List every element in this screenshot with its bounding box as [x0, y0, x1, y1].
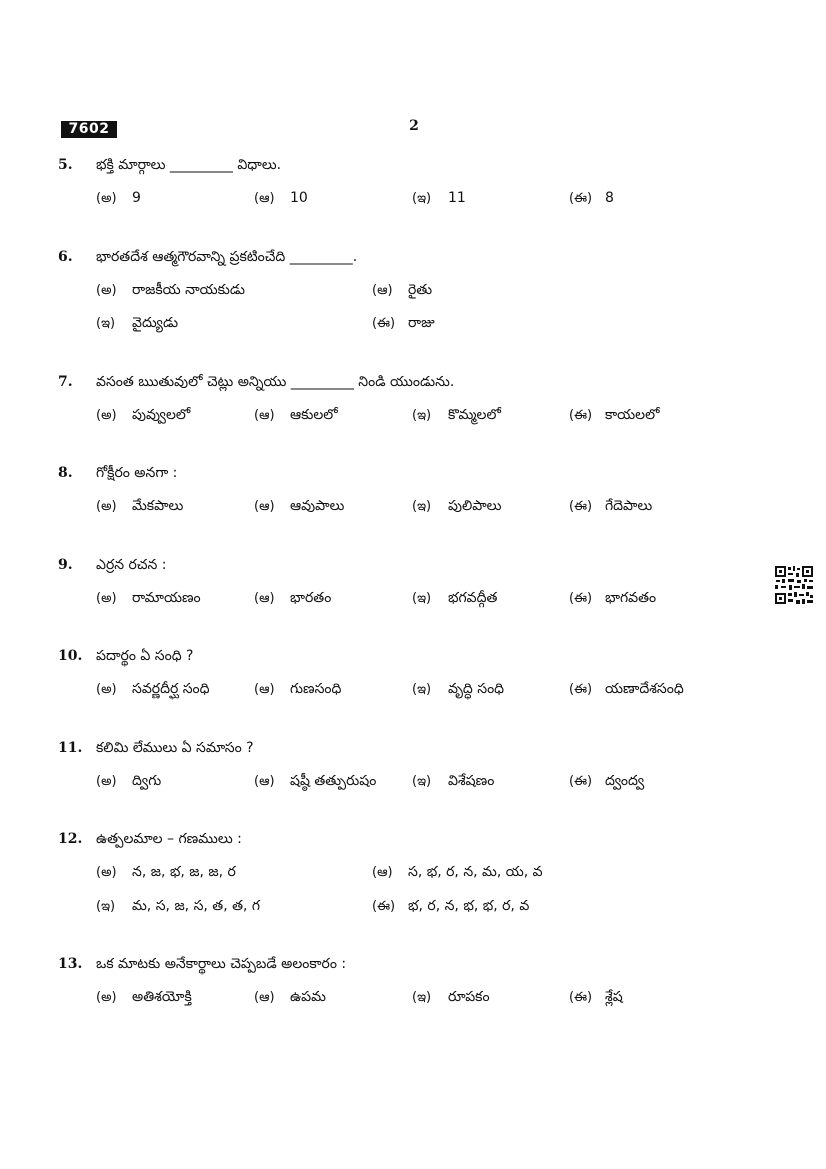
- option-marker: (ఈ): [569, 408, 593, 423]
- question-text: ఉత్పలమాల – గణములు :: [96, 831, 242, 847]
- option-text: 9: [132, 190, 141, 206]
- option-marker: (ఈ): [569, 774, 593, 789]
- option-text: మ, స, జ, స, త, త, గ: [132, 898, 261, 914]
- option-i[interactable]: [412, 773, 494, 792]
- option-text: ఉపమ: [290, 989, 326, 1005]
- option-marker: (ఈ): [569, 682, 593, 697]
- options-row: [96, 190, 776, 212]
- option-aa[interactable]: [372, 282, 432, 301]
- option-a[interactable]: [96, 498, 183, 517]
- option-ii[interactable]: [569, 989, 623, 1008]
- question-stem: [58, 956, 346, 978]
- question-10: [58, 648, 778, 738]
- question-text: ఒక మాటకు అనేకార్థాలు చెప్పబడే అలంకారం :: [96, 956, 347, 972]
- option-a[interactable]: [96, 864, 236, 883]
- option-ii[interactable]: [569, 773, 644, 792]
- question-text: గోక్షీరం అనగా :: [96, 465, 178, 481]
- question-number: 11.: [58, 740, 83, 756]
- options-row: [96, 282, 776, 304]
- question-text: భక్తి మార్గాలు _________ విధాలు.: [96, 157, 282, 173]
- option-marker: (ఆ): [254, 408, 275, 423]
- option-text: 11: [448, 190, 466, 206]
- question-text: ఎర్రన రచన :: [96, 557, 167, 573]
- option-text: రాజకీయ నాయకుడు: [132, 282, 246, 298]
- option-marker: (ఇ): [96, 899, 116, 914]
- option-marker: (ఆ): [254, 682, 275, 697]
- option-marker: (ఆ): [254, 990, 275, 1005]
- option-marker: (ఈ): [569, 499, 593, 514]
- question-stem: [58, 249, 357, 271]
- question-stem: [58, 157, 281, 179]
- option-a[interactable]: [96, 989, 192, 1008]
- option-i[interactable]: [412, 989, 490, 1008]
- option-marker: (అ): [96, 682, 117, 697]
- option-text: సవర్ణదీర్ఘ సంధి: [132, 681, 210, 697]
- option-text: 10: [290, 190, 308, 206]
- option-marker: (ఆ): [372, 865, 393, 880]
- option-marker: (ఇ): [412, 591, 432, 606]
- question-9: [58, 557, 778, 647]
- option-ii[interactable]: [569, 681, 684, 700]
- option-marker: (ఇ): [412, 499, 432, 514]
- option-text: విశేషణం: [448, 773, 495, 789]
- option-marker: (అ): [96, 408, 117, 423]
- option-i[interactable]: [412, 190, 466, 209]
- question-number: 10.: [58, 648, 83, 664]
- option-text: ద్వంద్వ: [605, 773, 645, 789]
- option-i[interactable]: [412, 498, 501, 517]
- options-row: [96, 315, 776, 337]
- option-marker: (అ): [96, 865, 117, 880]
- question-text: భారతదేశ ఆత్మగౌరవాన్ని ప్రకటించేది _________.: [96, 249, 358, 265]
- option-i[interactable]: [96, 315, 178, 334]
- option-marker: (ఈ): [569, 990, 593, 1005]
- option-aa[interactable]: [254, 190, 308, 209]
- option-text: వైద్యుడు: [132, 315, 179, 331]
- option-marker: (అ): [96, 191, 117, 206]
- option-ii[interactable]: [569, 407, 659, 426]
- options-row: [96, 498, 776, 520]
- option-text: ఆకులలో: [290, 407, 338, 423]
- option-text: అతిశయోక్తి: [132, 989, 192, 1005]
- option-text: భారతం: [290, 590, 332, 606]
- option-aa[interactable]: [254, 681, 341, 700]
- option-text: భ, ర, న, భ, భ, ర, వ: [408, 898, 530, 914]
- question-text: పదార్థం ఏ సంధి ?: [96, 648, 194, 664]
- option-marker: (ఇ): [412, 682, 432, 697]
- option-text: కాయలలో: [605, 407, 660, 423]
- option-marker: (ఆ): [254, 191, 275, 206]
- question-7: [58, 374, 778, 464]
- option-marker: (ఈ): [569, 191, 593, 206]
- options-row: [96, 590, 776, 612]
- question-number: 13.: [58, 956, 83, 972]
- question-11: [58, 740, 778, 830]
- option-aa[interactable]: [372, 864, 543, 883]
- option-ii[interactable]: [569, 498, 652, 517]
- option-aa[interactable]: [254, 498, 344, 517]
- question-number: 5.: [58, 157, 73, 173]
- option-marker: (అ): [96, 499, 117, 514]
- question-stem: [58, 740, 254, 762]
- option-marker: (ఈ): [372, 899, 396, 914]
- option-text: కొమ్మలలో: [448, 407, 501, 423]
- option-a[interactable]: [96, 681, 210, 700]
- option-text: రూపకం: [448, 989, 490, 1005]
- option-ii[interactable]: [569, 590, 656, 609]
- option-a[interactable]: [96, 773, 161, 792]
- option-aa[interactable]: [254, 989, 326, 1008]
- option-marker: (ఆ): [254, 591, 275, 606]
- option-a[interactable]: [96, 590, 201, 609]
- option-i[interactable]: [412, 681, 504, 700]
- question-number: 7.: [58, 374, 73, 390]
- option-i[interactable]: [96, 898, 260, 917]
- question-text: కలిమి లేములు ఏ సమాసం ?: [96, 740, 254, 756]
- option-ii[interactable]: [569, 190, 614, 209]
- option-text: పువ్వులలో: [132, 407, 191, 423]
- question-stem: [58, 374, 454, 396]
- option-text: శ్లేష: [605, 989, 623, 1005]
- question-12: [58, 831, 778, 921]
- question-number: 12.: [58, 831, 83, 847]
- option-text: ద్విగు: [132, 773, 162, 789]
- options-row: [96, 898, 776, 920]
- option-marker: (ఇ): [412, 774, 432, 789]
- option-marker: (ఈ): [569, 591, 593, 606]
- question-text: వసంత ఋతువులో చెట్లు అన్నియు _________ నిండి యుండును.: [96, 374, 455, 390]
- option-a[interactable]: [96, 282, 245, 301]
- option-marker: (ఇ): [96, 316, 116, 331]
- option-text: గుణసంధి: [290, 681, 342, 697]
- options-row: [96, 681, 776, 703]
- option-text: భాగవతం: [605, 590, 657, 606]
- page-number: 2: [409, 118, 419, 134]
- option-text: షష్ఠీ తత్పురుషం: [290, 773, 377, 789]
- options-row: [96, 989, 776, 1011]
- option-text: యణాదేశసంధి: [605, 681, 684, 697]
- option-ii[interactable]: [372, 315, 435, 334]
- option-text: న, జ, భ, జ, జ, ర: [132, 864, 236, 880]
- option-text: రాజు: [408, 315, 435, 331]
- option-i[interactable]: [412, 407, 501, 426]
- option-marker: (ఇ): [412, 191, 432, 206]
- options-row: [96, 773, 776, 795]
- option-a[interactable]: [96, 190, 141, 209]
- question-5: [58, 157, 778, 247]
- option-aa[interactable]: [254, 773, 376, 792]
- question-number: 8.: [58, 465, 73, 481]
- option-marker: (అ): [96, 990, 117, 1005]
- option-text: భగవద్గీత: [448, 590, 498, 606]
- option-ii[interactable]: [372, 898, 529, 917]
- question-stem: [58, 465, 177, 487]
- question-stem: [58, 557, 166, 579]
- option-i[interactable]: [412, 590, 497, 609]
- option-text: రైతు: [408, 282, 433, 298]
- option-text: గేదెపాలు: [605, 498, 653, 514]
- question-number: 6.: [58, 249, 73, 265]
- option-text: 8: [605, 190, 614, 206]
- question-stem: [58, 831, 242, 853]
- option-marker: (ఈ): [372, 316, 396, 331]
- question-8: [58, 465, 778, 555]
- option-marker: (ఆ): [254, 774, 275, 789]
- option-marker: (అ): [96, 774, 117, 789]
- option-marker: (అ): [96, 283, 117, 298]
- option-marker: (ఇ): [412, 990, 432, 1005]
- option-marker: (ఇ): [412, 408, 432, 423]
- option-text: రామాయణం: [132, 590, 201, 606]
- qr-code-icon: [774, 565, 814, 605]
- option-text: వృద్ధి సంధి: [448, 681, 505, 697]
- option-text: ఆవుపాలు: [290, 498, 345, 514]
- option-text: మేకపాలు: [132, 498, 184, 514]
- question-number: 9.: [58, 557, 73, 573]
- question-stem: [58, 648, 193, 670]
- option-text: స, భ, ర, న, మ, య, వ: [408, 864, 543, 880]
- option-text: పులిపాలు: [448, 498, 502, 514]
- paper-code-badge: 7602: [61, 121, 117, 138]
- option-aa[interactable]: [254, 590, 331, 609]
- option-marker: (ఆ): [254, 499, 275, 514]
- option-marker: (ఆ): [372, 283, 393, 298]
- options-row: [96, 864, 776, 886]
- question-13: [58, 956, 778, 1046]
- question-6: [58, 249, 778, 339]
- option-aa[interactable]: [254, 407, 338, 426]
- option-marker: (అ): [96, 591, 117, 606]
- option-a[interactable]: [96, 407, 190, 426]
- options-row: [96, 407, 776, 429]
